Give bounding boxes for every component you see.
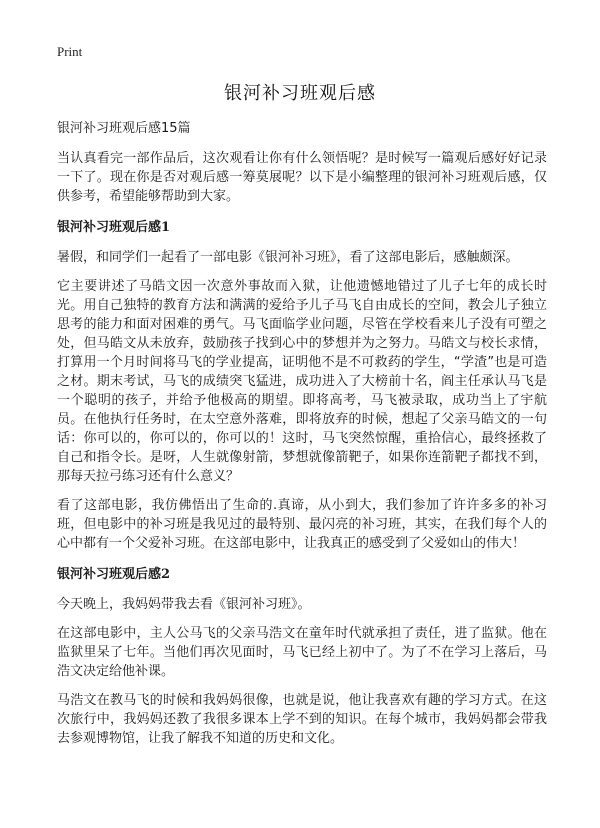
section-heading: 银河补习班观后感2 (57, 567, 171, 582)
section-heading: 银河补习班观后感1 (57, 220, 171, 235)
page-title: 银河补习班观后感 (224, 83, 376, 104)
paragraph: 看了这部电影，我仿佛悟出了生命的.真谛，从小到大，我们参加了许许多多的补习班，但电影中的补习班是我见过的最特别、最闪亮的补习班，其实，在我们每个人的心中都有一个父爱补习班。在这部电影中，让我真正的感受到了父爱如山的伟大！ (57, 498, 547, 551)
paragraph: 马浩文在教马飞的时候和我妈妈很像，也就是说，他让我喜欢有趣的学习方式。在这次旅行中，我妈妈还教了我很多课本上学不到的知识。在每个城市，我妈妈都会带我去参观博物馆，让我了解我不知道的历史和文化。 (57, 693, 547, 746)
paragraph: 在这部电影中，主人公马飞的父亲马浩文在童年时代就承担了责任，进了监狱。他在监狱里呆了七年。当他们再次见面时，马飞已经上初中了。为了不在学习上落后，马浩文决定给他补课。 (57, 626, 547, 679)
print-link[interactable]: Print (57, 44, 83, 59)
paragraph: 它主要讲述了马皓文因一次意外事故而入狱，让他遗憾地错过了儿子七年的成长时光。用自己独特的教育方法和满满的爱给予儿子马飞自由成长的空间，教会儿子独立思考的能力和面对困难的勇气。马飞面临学业问题，尽管在学校看来儿子没有可塑之处，但马皓文从未放弃，鼓励孩子找到心中的梦想并为之努力。马皓文与校长求情，打算用一个月时间将马飞的学业提高，证明他不是不可救药的学生，“学渣”也是可造之材。期末考试，马飞的成绩突飞猛进，成功进入了大榜前十名，阎主任承认马飞是一个聪明的孩子，并给予他极高的期望。即将高考，马飞被录取，成功当上了宇航员。在他执行任务时，在太空意外落难，即将放弃的时候，想起了父亲马皓文的一句话：你可以的，你可以的，你可以的！这时，马飞突然惊醒，重拾信心，最终拯救了自己和指令长。是呀，人生就像射箭，梦想就像箭靶子，如果你连箭靶子都找不到，那每天拉弓练习还有什么意义？ (57, 279, 547, 484)
intro-paragraph: 当认真看完一部作品后，这次观看让你有什么领悟呢？是时候写一篇观后感好好记录一下了。现在你是否对观后感一筹莫展呢？以下是小编整理的银河补习班观后感，仅供参考，希望能够帮助到大家。 (57, 151, 547, 204)
paragraph: 今天晚上，我妈妈带我去看《银河补习班》。 (57, 597, 311, 612)
paragraph: 暑假，和同学们一起看了一部电影《银河补习班》，看了这部电影后，感触颇深。 (57, 250, 519, 265)
article-body (57, 119, 547, 758)
article-subtitle: 银河补习班观后感15篇 (57, 121, 191, 136)
